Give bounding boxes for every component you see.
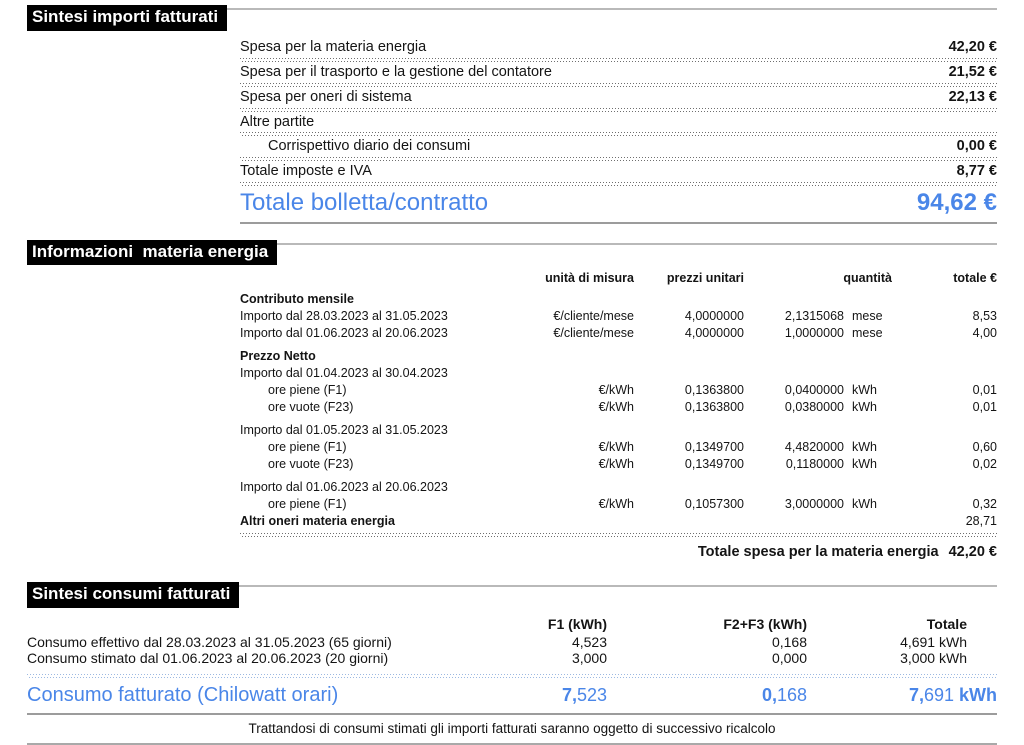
table-row: [240, 513, 997, 530]
table-row: [240, 479, 997, 496]
consumption-header-row: [27, 616, 997, 632]
section-billed-amounts-header: [27, 5, 997, 31]
row-label: Importo dal 01.05.2023 al 31.05.2023: [240, 423, 448, 438]
energy-total-row: [240, 537, 997, 566]
cell-total: 0,01: [972, 383, 997, 398]
row-label: Importo dal 01.06.2023 al 20.06.2023: [240, 480, 448, 495]
table-row: [240, 456, 997, 473]
cell-f2f3: 0,168: [771, 634, 807, 651]
row-label: ore piene (F1): [268, 440, 347, 455]
table-row: [240, 37, 997, 58]
col-header-unit-price: prezzi unitari: [666, 271, 744, 286]
row-label: Altre partite: [240, 113, 315, 130]
billed-f1-int: 7,: [561, 685, 577, 706]
row-label: ore piene (F1): [268, 383, 347, 398]
cell-quantity-unit: [844, 513, 892, 530]
col-spacer: [240, 270, 524, 287]
table-row: [240, 382, 997, 399]
cell-total: 4,691 kWh: [900, 634, 967, 651]
cell-quantity-unit: mese: [852, 309, 883, 324]
table-row: [240, 496, 997, 513]
cell-quantity: [744, 513, 844, 530]
cell-quantity: 3,0000000: [784, 497, 844, 512]
group-label: Prezzo Netto: [240, 349, 316, 364]
cell-total: 3,000 kWh: [900, 650, 967, 667]
section-energy-details: [27, 240, 997, 567]
table-row: [240, 365, 997, 382]
cell-quantity: 4,4820000: [784, 440, 844, 455]
cell-price: 0,1349700: [684, 440, 744, 455]
cell-total: 4,00: [972, 326, 997, 341]
col-header-quantity: quantità: [843, 271, 892, 286]
table-row: [27, 634, 997, 650]
table-row: [240, 348, 997, 365]
row-value: 21,52 €: [948, 63, 997, 80]
bill-total-label: Totale bolletta/contratto: [240, 189, 489, 217]
table-row: [240, 399, 997, 416]
cell-f2f3: 0,000: [771, 650, 807, 667]
cell-unit: €/kWh: [598, 440, 634, 455]
energy-total-value: 42,20 €: [948, 544, 997, 561]
section-title-billed-amounts: Sintesi importi fatturati: [27, 5, 227, 31]
cell-quantity-unit: kWh: [852, 497, 877, 512]
section-consumption-summary: [27, 582, 997, 745]
cell-unit: €/kWh: [598, 497, 634, 512]
cell-unit: €/kWh: [598, 457, 634, 472]
row-value: 8,77 €: [956, 163, 997, 180]
cell-quantity-unit: kWh: [852, 440, 877, 455]
billed-total-unit: kWh: [959, 685, 997, 706]
table-row: [240, 112, 997, 133]
row-label: Totale imposte e IVA: [240, 163, 372, 180]
billed-consumption-row: [27, 678, 997, 715]
billed-amounts-table: [240, 37, 997, 224]
table-row: [27, 650, 997, 666]
table-row: [240, 439, 997, 456]
row-label: Consumo stimato dal 01.06.2023 al 20.06.2023 (20 giorni): [27, 650, 389, 667]
header-rule: [277, 243, 997, 245]
cell-price: 0,1349700: [684, 457, 744, 472]
section-consumption-header: [27, 582, 997, 608]
cell-unit: €/kWh: [598, 400, 634, 415]
cell-unit: €/cliente/mese: [553, 309, 634, 324]
cell-total: 28,71: [965, 514, 997, 529]
header-rule: [227, 8, 997, 10]
row-label: Altri oneri materia energia: [240, 514, 395, 529]
cell-quantity-unit: mese: [852, 326, 883, 341]
bill-total-value: 94,62 €: [916, 189, 997, 217]
cell-price: 0,1363800: [684, 400, 744, 415]
cell-f1: 3,000: [571, 650, 607, 667]
row-label: Corrispettivo diario dei consumi: [268, 138, 471, 155]
cell-f1: 4,523: [571, 634, 607, 651]
cell-quantity-unit: kWh: [852, 457, 877, 472]
cell-quantity: 2,1315068: [784, 309, 844, 324]
billed-total-value: [807, 685, 997, 706]
row-label: Spesa per oneri di sistema: [240, 88, 412, 105]
cell-total: 0,01: [972, 400, 997, 415]
billed-f2f3-int: 0,: [761, 685, 777, 706]
billed-f2f3-dec: 168: [776, 685, 807, 706]
billed-total-int: 7,: [908, 685, 924, 706]
row-label: ore vuote (F23): [268, 457, 354, 472]
row-label: ore vuote (F23): [268, 400, 354, 415]
cell-unit: €/kWh: [598, 383, 634, 398]
row-label: Importo dal 28.03.2023 al 31.05.2023: [240, 309, 448, 324]
cell-unit: [524, 513, 634, 530]
table-row: [240, 62, 997, 83]
cell-total: 0,60: [972, 440, 997, 455]
billed-consumption-label: Consumo fatturato (Chilowatt orari): [27, 684, 339, 707]
row-label: ore piene (F1): [268, 497, 347, 512]
section-title-energy-details: Informazioni materia energia: [27, 240, 277, 266]
cell-price: 4,0000000: [684, 326, 744, 341]
col-spacer: [27, 616, 457, 632]
cell-unit: €/cliente/mese: [553, 326, 634, 341]
col-header-total: Totale: [926, 616, 967, 633]
col-header-f2f3: F2+F3 (kWh): [723, 616, 807, 633]
cell-quantity: 1,0000000: [784, 326, 844, 341]
row-label: Spesa per la materia energia: [240, 38, 427, 55]
row-value: 42,20 €: [948, 38, 997, 55]
table-row: [240, 308, 997, 325]
cell-price: [634, 513, 744, 530]
cell-price: 4,0000000: [684, 309, 744, 324]
table-header-row: [240, 270, 997, 287]
cell-total: 8,53: [972, 309, 997, 324]
table-row: [240, 291, 997, 308]
row-label: Consumo effettivo dal 28.03.2023 al 31.05.2023 (65 giorni): [27, 634, 392, 651]
row-value: 22,13 €: [948, 88, 997, 105]
col-header-total: totale €: [953, 271, 997, 286]
row-value: 0,00 €: [956, 138, 997, 155]
row-label: Importo dal 01.04.2023 al 30.04.2023: [240, 366, 448, 381]
billed-f1-value: [457, 685, 607, 706]
section-energy-details-header: [27, 240, 997, 266]
col-header-f1: F1 (kWh): [547, 616, 607, 633]
energy-total-label: Totale spesa per la materia energia: [697, 544, 939, 561]
group-label: Contributo mensile: [240, 292, 354, 307]
col-header-unit: unità di misura: [545, 271, 634, 286]
row-label: Importo dal 01.06.2023 al 20.06.2023: [240, 326, 448, 341]
cell-quantity: 0,0400000: [784, 383, 844, 398]
cell-quantity-unit: kWh: [852, 383, 877, 398]
bill-total-row: [240, 186, 997, 223]
cell-total: 0,32: [972, 497, 997, 512]
billed-f2f3-value: [607, 685, 807, 706]
cell-total: 0,02: [972, 457, 997, 472]
billed-f1-dec: 523: [576, 685, 607, 706]
table-row: [240, 325, 997, 342]
energy-details-table: [240, 270, 997, 566]
table-row: [240, 161, 997, 182]
cell-quantity-unit: kWh: [852, 400, 877, 415]
section-title-consumption: Sintesi consumi fatturati: [27, 582, 239, 608]
table-row: [240, 87, 997, 108]
table-row: [240, 422, 997, 439]
cell-quantity: 0,0380000: [784, 400, 844, 415]
table-row: [240, 136, 997, 157]
billed-total-dec: 691: [923, 685, 959, 706]
cell-quantity: 0,1180000: [785, 457, 844, 472]
row-label: Spesa per il trasporto e la gestione del contatore: [240, 63, 552, 80]
cell-price: 0,1363800: [684, 383, 744, 398]
estimation-note: Trattandosi di consumi stimati gli importi fatturati saranno oggetto di successivo ricalcolo: [27, 715, 997, 745]
cell-price: 0,1057300: [684, 497, 744, 512]
header-rule: [239, 585, 997, 587]
